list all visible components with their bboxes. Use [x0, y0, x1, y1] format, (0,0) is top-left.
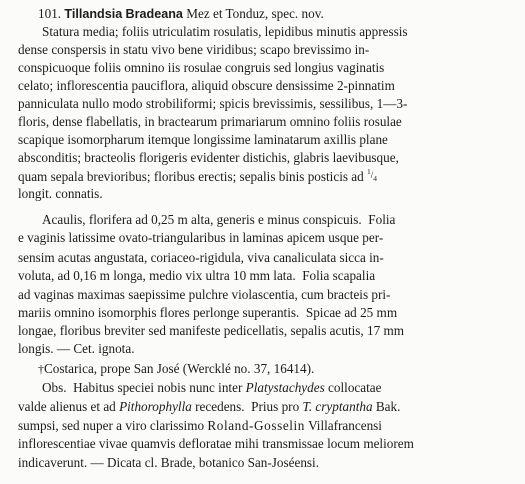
- diag-line: longae, floribus breviter sed manifeste pedicellatis, sepalis acutis, 17 mm: [18, 323, 404, 338]
- locality-text: Costarica, prope San José (Wercklé no. 37, 16414).: [44, 361, 315, 376]
- diag-line: mariis omnino isomorphis flores perlonge superantis. Spicae ad 25 mm: [18, 305, 398, 320]
- fraction-denominator: 4: [373, 173, 378, 183]
- obs-text: recedens. Prius pro: [191, 399, 303, 414]
- genus-name: Tillandsia: [64, 7, 123, 21]
- entry-number: 101.: [38, 6, 62, 21]
- taxon-cryptantha: T. cryptantha: [302, 399, 373, 414]
- latin-line-text: quam sepala brevioribus; floribus erectis; sepalis binis posticis ad: [18, 169, 364, 184]
- diag-line: voluta, ad 0,16 m longa, medio vix ultra 10 mm lata. Folia scapalia: [18, 268, 376, 283]
- fraction-numerator: 1: [367, 167, 371, 176]
- obs-line-5: indicaverunt. — Dicata cl. Brade, botanico San-Joséensi.: [18, 455, 320, 470]
- latin-line: absconditis; bracteolis florigeris evidenter distichis, glabris laevibusque,: [18, 150, 399, 165]
- diag-line: ad vaginas maximas saepissime pulchre violascentia, cum bracteis pri-: [18, 287, 391, 302]
- locality: [38, 361, 525, 377]
- obs-line-4: inflorescentiae vivae quamvis defloratae mihi transmissae locum meliorem: [18, 436, 414, 451]
- taxon-pithorophylla: Pithorophylla: [119, 399, 192, 414]
- obs-text: valde alienus et ad: [18, 399, 120, 414]
- obs-line-3: [18, 418, 525, 434]
- fraction: $^1/_4$: [367, 167, 378, 183]
- diag-line: e vaginis latissime ovato-triangularibus in laminas apicem usque per-: [18, 230, 384, 245]
- dagger-symbol: †: [38, 362, 44, 376]
- latin-line: scapique isomorpharum itemque longissime laminatarum axillis plane: [18, 132, 388, 147]
- latin-last-line: longit. connatis.: [18, 186, 103, 201]
- taxon-platystachydes: Platystachydes: [245, 380, 325, 395]
- obs-text: collocatae: [324, 380, 382, 395]
- latin-line-fraction: [18, 168, 525, 185]
- latin-line: celato; inflorescentia pauciflora, aliquid obscure densissime 2-pinnatim: [18, 78, 395, 93]
- species-epithet: Bradeana: [125, 7, 183, 21]
- obs-text: Obs. Habitus speciei nobis nunc inter: [42, 380, 246, 395]
- diag-line: sensim acutas angustata, coriaceo-rigidula, viva canaliculata sicca in-: [18, 250, 384, 265]
- obs-line-1: [42, 380, 525, 396]
- obs-text: Villafrancensi: [305, 418, 382, 433]
- species-heading: [38, 6, 525, 22]
- latin-line: conspicuoque foliis omnino iis rosulae congruis sed longius vaginatis: [18, 60, 385, 75]
- diag-line: longis. — Cet. ignota.: [18, 341, 135, 356]
- authority: Mez et Tonduz, spec. nov.: [182, 6, 324, 21]
- obs-text: sumpsi, sed nuper a viro clarissimo: [18, 418, 208, 433]
- latin-line: Statura media; foliis utriculatim rosulatis, lepidibus minutis appressis: [42, 24, 408, 39]
- latin-line: floris, dense flabellatis, in bractearum primariarum omnino foliis rosulae: [18, 114, 402, 129]
- obs-line-2: [18, 399, 525, 415]
- person-name: Roland-Gosselin: [207, 418, 306, 433]
- latin-line: dense conspersis in statu vivo bene viridibus; scapo brevissimo in-: [18, 42, 370, 57]
- obs-text: Bak.: [372, 399, 401, 414]
- latin-line: panniculata nullo modo strobiliformi; spicis brevissimis, sessilibus, 1—3-: [18, 96, 408, 111]
- diag-line: Acaulis, florifera ad 0,25 m alta, generis e minus conspicuis. Folia: [42, 212, 396, 227]
